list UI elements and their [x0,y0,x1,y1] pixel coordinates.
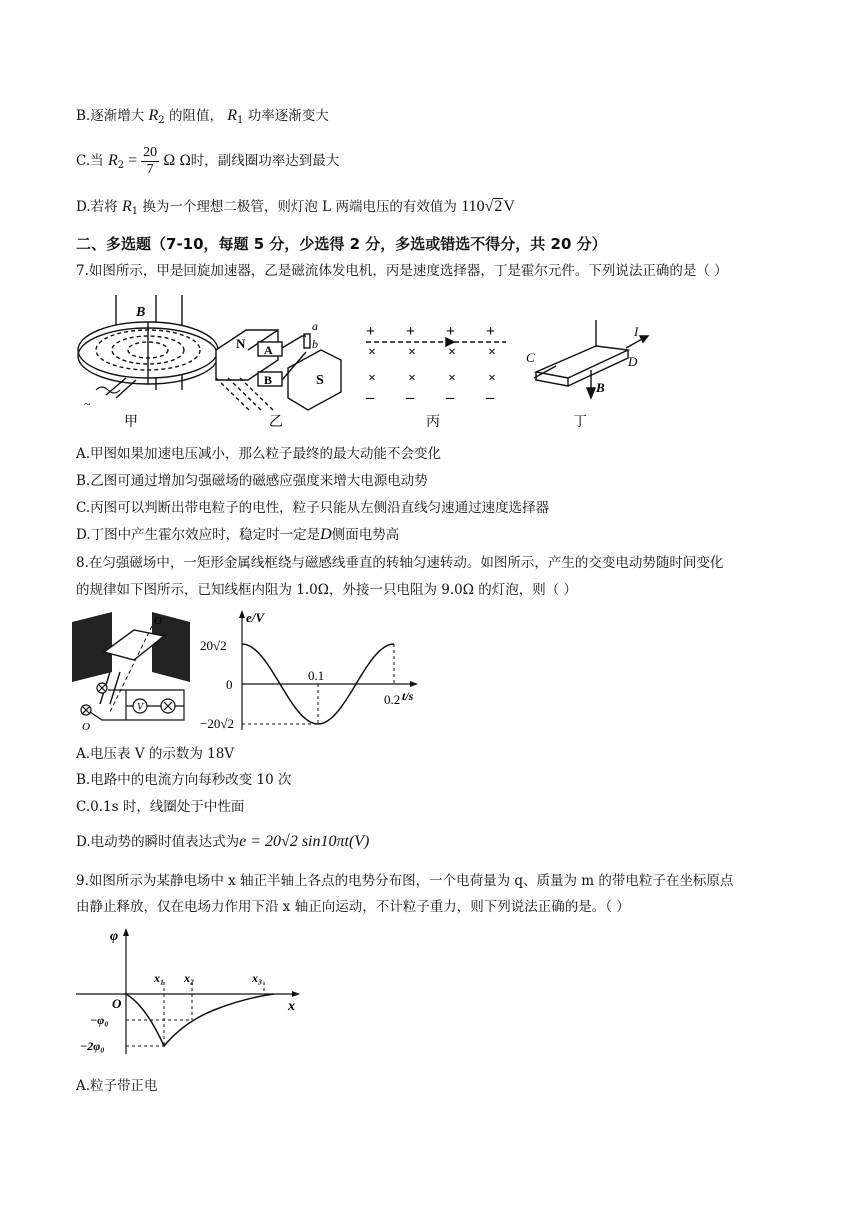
q6-optc-pre: C.当 [76,153,104,169]
potential-curve [126,994,274,1046]
q6-optd-pre: D.若将 [76,199,118,215]
svg-text:×: × [368,345,376,360]
q9-potential-graph [74,926,314,1064]
q9-origin-label: O [112,996,122,1011]
svg-text:–: – [366,389,374,406]
hall-i-label: I [634,324,639,339]
section-heading: 二、多选题（7-10，每题 5 分，少选得 2 分，多选或错选不得分，共 20 分） [76,235,607,253]
q6-optd-mid: 换为一个理想二极管，则灯泡 L 两端电压的有效值为 [142,199,457,215]
svg-text:×: × [408,345,416,360]
q8-t1-label: 0.1 [308,668,325,683]
q6-option-c: C.当 $R_2$ = $\frac{20}{7}$ Ω Ω时，副线圈功率达到最大 [76,145,340,177]
q9-phi0-label: −φ₀ [90,1013,109,1027]
svg-text:–: – [406,389,414,406]
q8-zero-label: 0 [226,677,233,692]
q8-optd-expr: e = 20√2 sin10πt(V) [239,833,370,850]
q6-fraction [141,145,159,178]
q9-xlabel: x [288,999,295,1014]
q9-x1-label: x₁ [154,971,165,985]
q9-option-a: A.粒子带正电 [76,1078,158,1094]
selector-charges [365,323,496,406]
fig-label-bing: 丙 [426,415,440,430]
svg-text:+: + [486,323,496,340]
q8-ymin-label: −20√2 [200,716,234,731]
q7-option-d [76,525,399,545]
q9-x3-label: x₃ [252,971,263,985]
mhd-s-label: S [316,373,324,388]
hall-b-label: B [596,380,605,395]
q9-ylabel: φ [110,929,119,944]
q6-optb-pre: B.逐渐增大 [76,108,145,124]
q8-stem-2: 的规律如下图所示，已知线框内阻为 1.0Ω，外接一只电阻为 9.0Ω 的灯泡，则（ ） [76,582,577,598]
velocity-selector-figure [366,338,506,346]
q7-figure [66,290,666,435]
q9-x2-label: x₂ [184,971,195,985]
svg-text:+: + [366,323,376,340]
q6-frac-den: 7 [146,162,154,177]
q6-optc-unit: Ω [163,152,176,169]
q7-stem: 7.如图所示，甲是回旋加速器，乙是磁流体发电机，丙是速度选择器，丁是霍尔元件。下列说法正确的是（ ） [76,263,728,279]
svg-text:–: – [446,389,454,406]
q8-ylabel: e/V [246,610,265,625]
mhd-n-label: N [236,336,246,351]
fig-label-jia: 甲 [124,415,138,430]
q7-optd-pre: D.丁图中产生霍尔效应时，稳定时一定是 [76,527,321,543]
q6-optd-rad: 2 [494,198,503,215]
q7-optd-letter: D [320,526,332,543]
q8-emf-graph [198,608,438,738]
fig-label-yi: 乙 [269,415,283,430]
fig-label-ding: 丁 [573,415,587,430]
q7-optd-post: 侧面电势高 [331,527,400,543]
q6-optb-post: 功率逐渐变大 [247,108,329,124]
q9-stem-2: 由静止释放，仅在电场力作用下沿 x 轴正向运动，不计粒子重力，则下列说法正确的是。（ ） [76,899,630,915]
svg-text:+: + [406,323,416,340]
q6-optd-val: 110 [461,198,485,215]
svg-text:×: × [368,371,376,386]
mhd-b-terminal: b [312,337,318,351]
q8-ymax-label: 20√2 [200,638,227,653]
q8-t2-label: 0.2 [384,692,401,707]
q8-option-a: A.电压表 V 的示数为 18V [76,746,235,762]
q6-option-d: D.若将 $R_1$ 换为一个理想二极管，则灯泡 L 两端电压的有效值为 110√2V [76,198,515,217]
q8-xlabel: t/s [402,689,414,703]
svg-text:×: × [488,345,496,360]
q6-option-b: B.逐渐增大 $R_2$ 的阻值， $R_1$ 功率逐渐变大 [76,107,329,126]
q8-generator-figure [72,612,197,734]
q8-option-c: C.0.1s 时，线圈处于中性面 [76,799,245,815]
mhd-a-label: A [264,343,273,357]
ac-symbol: ~ [84,397,91,411]
cyclotron-figure [78,295,218,398]
hall-d-label: D [628,354,638,369]
cyclotron-b-label: B [136,305,146,320]
hall-c-label: C [526,350,535,365]
svg-text:×: × [408,371,416,386]
svg-text:×: × [448,345,456,360]
q9-phi2-label: −2φ₀ [80,1039,105,1053]
q8-optd-pre: D.电动势的瞬时值表达式为 [76,834,240,850]
q6-optd-unit: V [503,198,515,215]
mhd-a-terminal: a [312,319,318,333]
q8-stem-1: 8.在匀强磁场中，一矩形金属线框绕与磁感线垂直的转轴匀速转动。如图所示，产生的交变电动势随时间变化 [76,555,724,571]
q8-option-d [76,832,369,852]
axis-o-prime-label: O′ [154,615,165,627]
svg-text:×: × [488,371,496,386]
svg-text:×: × [448,371,456,386]
q8-option-b: B.电路中的电流方向每秒改变 10 次 [76,772,292,788]
axis-o-label: O [82,721,90,733]
svg-text:+: + [446,323,456,340]
q6-optc-post: Ω时，副线圈功率达到最大 [175,153,340,169]
q7-option-a: A.甲图如果加速电压减小，那么粒子最终的最大动能不会变化 [76,446,442,462]
q6-frac-num: 20 [143,145,158,160]
voltmeter-v-label: V [137,702,144,713]
q9-stem-1: 9.如图所示为某静电场中 x 轴正半轴上各点的电势分布图，一个电荷量为 q、质量为 m 的带电粒子在坐标原点 [76,873,734,889]
mhd-b-plate-label: B [264,373,273,387]
svg-text:–: – [486,389,494,406]
q7-option-c: C.丙图可以判断出带电粒子的电性，粒子只能从左侧沿直线匀速通过速度选择器 [76,500,550,516]
mhd-generator-figure [216,330,341,412]
q6-optb-mid: 的阻值， [168,108,223,124]
q7-option-b: B.乙图可通过增加匀强磁场的磁感应强度来增大电源电动势 [76,473,428,489]
